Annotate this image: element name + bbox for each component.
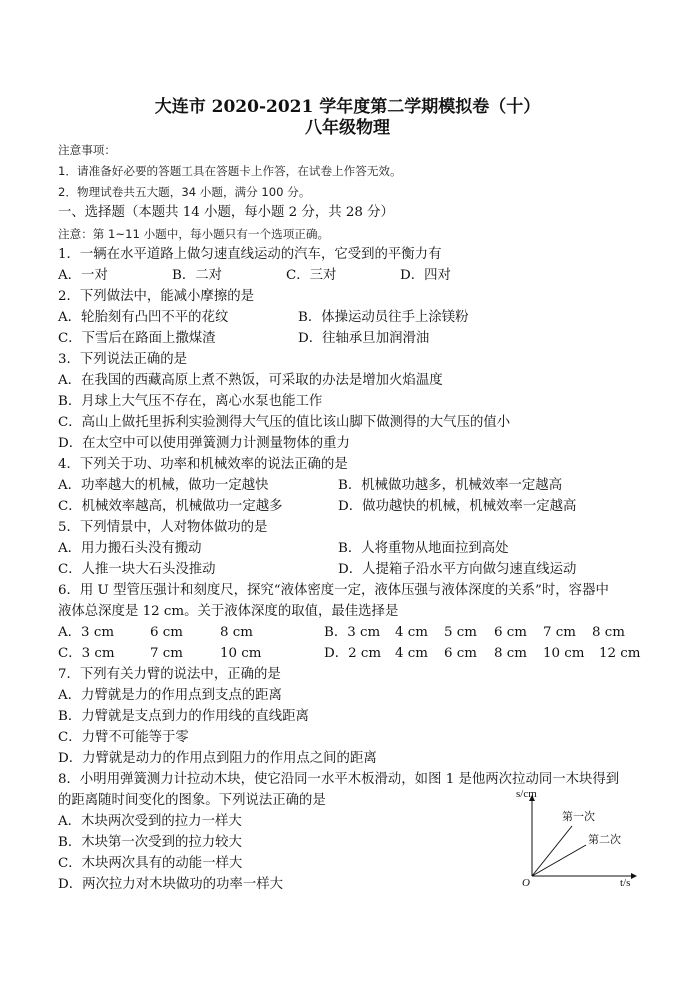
- q2-stem: 2．下列做法中，能减小摩擦的是: [58, 289, 254, 304]
- q3-option-d: D．在太空中可以使用弹簧测力计测量物体的重力: [58, 436, 350, 451]
- notice-item-2: 2．物理试卷共五大题，34 小题，满分 100 分。: [58, 185, 311, 199]
- q7-option-b: B．力臂就是支点到力的作用线的直线距离: [58, 709, 309, 724]
- line-second-time: [532, 845, 586, 876]
- q1-option-b: B．二对: [172, 268, 223, 283]
- q7-option-a: A．力臂就是力的作用点到支点的距离: [58, 688, 282, 703]
- q6-option-c-value: 10 cm: [220, 646, 262, 661]
- q2-option-c: C．下雪后在路面上撒煤渣: [58, 331, 216, 346]
- origin-label: O: [522, 877, 530, 888]
- q4-stem: 4．下列关于功、功率和机械效率的说法正确的是: [58, 457, 348, 472]
- q6-option-d-value: 6 cm: [444, 646, 477, 661]
- q6-option-c-value: C．3 cm: [58, 646, 115, 661]
- line-first-time: [532, 826, 572, 876]
- q5-option-c: C．人推一块大石头没推动: [58, 562, 216, 577]
- q6-option-d-value: 4 cm: [395, 646, 428, 661]
- exam-subtitle: 八年级物理: [305, 118, 390, 138]
- q2-option-d: D．往轴承旦加润滑油: [298, 331, 430, 346]
- q3-option-b: B．月球上大气压不存在，离心水泵也能工作: [58, 394, 323, 409]
- notice-heading: 注意事项：: [58, 143, 116, 157]
- q7-stem: 7．下列有关力臂的说法中，正确的是: [58, 667, 281, 682]
- q6-option-d-value: 8 cm: [494, 646, 527, 661]
- figure-1-st-graph: [512, 788, 647, 888]
- q8-stem-line2: 的距离随时间变化的图象。下列说法正确的是: [58, 793, 326, 808]
- q8-option-b: B．木块第一次受到的拉力较大: [58, 835, 242, 850]
- q6-option-b-value: 7 cm: [543, 625, 576, 640]
- section-note: 注意：第 1~11 小题中，每小题只有一个选项正确。: [58, 227, 330, 241]
- q6-option-d-value: 10 cm: [543, 646, 585, 661]
- q5-stem: 5．下列情景中，人对物体做功的是: [58, 520, 268, 535]
- line-first-label: 第一次: [562, 810, 595, 823]
- q6-option-c-value: 7 cm: [150, 646, 183, 661]
- q3-stem: 3．下列说法正确的是: [58, 352, 188, 367]
- q6-option-d-value: 12 cm: [599, 646, 641, 661]
- q2-option-b: B．体操运动员往手上涂镁粉: [298, 310, 469, 325]
- q1-option-d: D．四对: [400, 268, 451, 283]
- q6-option-a-value: 8 cm: [220, 625, 253, 640]
- q7-option-d: D．力臂就是动力的作用点到阻力的作用点之间的距离: [58, 751, 377, 766]
- q3-option-a: A．在我国的西藏高原上煮不熟饭，可采取的办法是增加火焰温度: [58, 373, 443, 388]
- q4-option-b: B．机械做功越多，机械效率一定越高: [338, 478, 563, 493]
- y-axis-label: s/cm: [516, 788, 537, 800]
- q5-option-a: A．用力搬石头没有搬动: [58, 541, 202, 556]
- q5-option-d: D．人提箱子沿水平方向做匀速直线运动: [338, 562, 577, 577]
- q7-option-c: C．力臂不可能等于零: [58, 730, 189, 745]
- q1-option-c: C．三对: [286, 268, 337, 283]
- q8-option-c: C．木块两次具有的动能一样大: [58, 856, 243, 871]
- q1-stem: 1．一辆在水平道路上做匀速直线运动的汽车，它受到的平衡力有: [58, 247, 442, 262]
- q8-stem-line1: 8．小明用弹簧测力计拉动木块，使它沿同一水平木板滑动，如图 1 是他两次拉动同一木块得到: [58, 772, 620, 787]
- line-second-label: 第二次: [588, 833, 621, 846]
- q4-option-d: D．做功越快的机械，机械效率一定越高: [338, 499, 577, 514]
- q8-option-d: D．两次拉力对木块做功的功率一样大: [58, 877, 283, 892]
- exam-title: 大连市 2020-2021 学年度第二学期模拟卷（十）: [154, 97, 541, 117]
- q6-option-b-value: B．3 cm: [324, 625, 381, 640]
- q1-option-a: A．一对: [58, 268, 108, 283]
- notice-item-1: 1．请准备好必要的答题工具在答题卡上作答，在试卷上作答无效。: [58, 164, 402, 178]
- q6-stem-line1: 6．用 U 型管压强计和刻度尺，探究“液体密度一定，液体压强与液体深度的关系”时，容器中: [58, 583, 609, 598]
- q6-option-b-value: 8 cm: [592, 625, 625, 640]
- q4-option-c: C．机械效率越高，机械做功一定越多: [58, 499, 283, 514]
- q5-option-b: B．人将重物从地面拉到高处: [338, 541, 509, 556]
- q6-option-b-value: 4 cm: [395, 625, 428, 640]
- section-heading: 一、选择题（本题共 14 小题，每小题 2 分，共 28 分）: [58, 205, 394, 220]
- x-axis-label: t/s: [620, 877, 631, 888]
- q6-stem-line2: 液体总深度是 12 cm。关于液体深度的取值，最佳选择是: [58, 604, 399, 619]
- q4-option-a: A．功率越大的机械，做功一定越快: [58, 478, 269, 493]
- q6-option-a-value: A．3 cm: [58, 625, 115, 640]
- q6-option-d-value: D．2 cm: [324, 646, 382, 661]
- q6-option-b-value: 6 cm: [494, 625, 527, 640]
- q2-option-a: A．轮胎刻有凸凹不平的花纹: [58, 310, 229, 325]
- q6-option-b-value: 5 cm: [444, 625, 477, 640]
- q8-option-a: A．木块两次受到的拉力一样大: [58, 814, 242, 829]
- q6-option-a-value: 6 cm: [150, 625, 183, 640]
- q3-option-c: C．高山上做托里拆利实验测得大气压的值比该山脚下做测得的大气压的值小: [58, 415, 511, 430]
